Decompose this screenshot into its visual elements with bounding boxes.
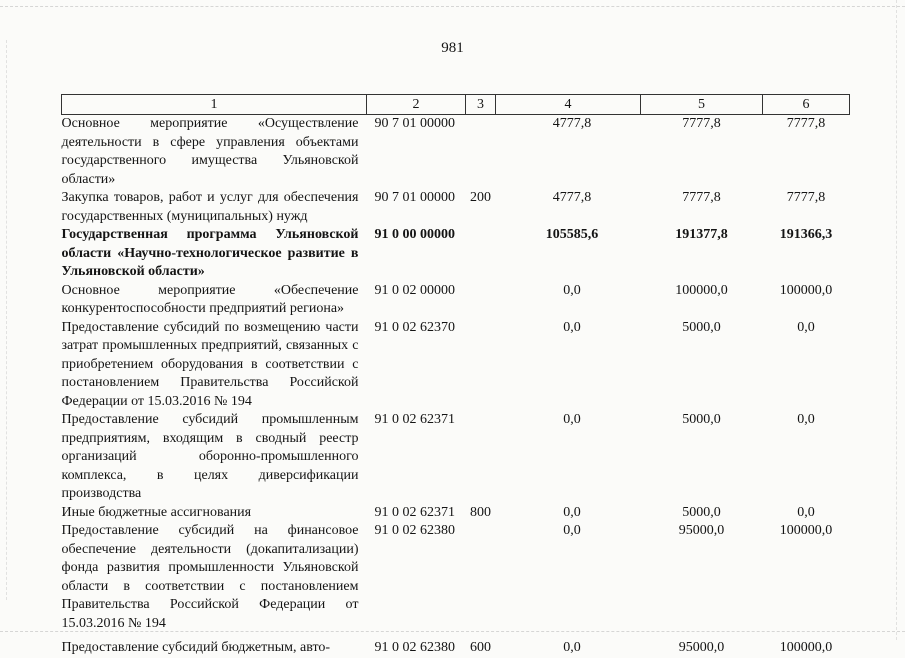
row-value-6: 7777,8 — [786, 116, 826, 131]
row-value-5: 5000,0 — [682, 412, 721, 427]
scan-edge-right — [896, 0, 898, 640]
row-value-5: 5000,0 — [682, 319, 721, 335]
row-target-code: 91 0 00 00000 — [374, 227, 455, 242]
row-name: Основное мероприятие «Обеспечение конкурентоспособности предприятий региона» — [61, 282, 359, 316]
row-value-6: 0,0 — [797, 319, 815, 335]
row-expense-type — [466, 522, 496, 633]
row-expense-type: 200 — [470, 190, 491, 205]
row-name: Предоставление субсидий промышленным предприятиям, входящим в сводный реестр организаций оборонно-промышленного комплекса, в целях диверсификации производства — [61, 412, 359, 501]
row-expense-type: 600 — [470, 640, 491, 655]
row-value-4: 0,0 — [563, 523, 581, 538]
row-value-5: 95000,0 — [678, 640, 725, 655]
row-expense-type — [466, 226, 496, 282]
table-row — [62, 189, 850, 226]
page-number: 981 — [441, 40, 464, 56]
table-row — [62, 282, 850, 319]
row-target-code: 90 7 01 00000 — [374, 190, 455, 205]
row-name: Закупка товаров, работ и услуг для обеспечения государственных (муниципальных) нужд — [61, 190, 359, 224]
table-row — [62, 633, 850, 658]
header-col-3: 3 — [466, 95, 496, 115]
row-value-6: 100000,0 — [779, 640, 833, 655]
row-value-4: 105585,6 — [545, 227, 599, 242]
row-name: Иные бюджетные ассигнования — [61, 504, 252, 520]
row-target-code: 91 0 02 62380 — [374, 523, 455, 538]
row-value-4: 0,0 — [563, 504, 581, 520]
row-name: Государственная программа Ульяновской области «Научно-технологическое развитие в Ульяновской области» — [61, 227, 359, 279]
row-value-4: 0,0 — [563, 282, 581, 298]
row-value-5: 5000,0 — [682, 504, 721, 520]
row-value-5: 100000,0 — [675, 282, 728, 298]
table-body — [62, 115, 850, 658]
row-value-4: 4777,8 — [552, 190, 592, 205]
table-row — [62, 226, 850, 282]
row-value-5: 7777,8 — [682, 116, 721, 131]
row-expense-type — [466, 319, 496, 412]
row-expense-type — [466, 282, 496, 319]
row-target-code: 91 0 02 00000 — [374, 282, 455, 298]
budget-table-container — [61, 94, 849, 658]
row-value-6: 100000,0 — [779, 282, 833, 298]
header-col-1: 1 — [62, 95, 367, 115]
row-expense-type — [466, 411, 496, 504]
row-value-6: 191366,3 — [779, 227, 833, 242]
header-row — [62, 95, 850, 115]
row-value-6: 0,0 — [797, 412, 815, 427]
table-row — [62, 319, 850, 412]
header-col-5: 5 — [641, 95, 763, 115]
table-row — [62, 411, 850, 504]
row-value-4: 0,0 — [563, 412, 581, 427]
table-header — [62, 95, 850, 115]
row-value-5: 95000,0 — [678, 523, 725, 538]
row-expense-type — [466, 115, 496, 190]
scan-edge-left — [6, 40, 8, 600]
header-col-6: 6 — [763, 95, 850, 115]
header-col-2: 2 — [367, 95, 466, 115]
table-row — [62, 522, 850, 633]
row-name: Предоставление субсидий бюджетным, авто- — [61, 640, 331, 655]
row-value-6: 7777,8 — [786, 190, 826, 205]
row-target-code: 91 0 02 62371 — [374, 412, 455, 427]
row-name: Предоставление субсидий на финансовое обеспечение деятельности (докапитализации) фонда развития промышленности Ульяновской области в соответствии с постановлением Правительства Российской Федерации от 15.03.2016 № 194 — [61, 523, 359, 631]
row-value-4: 0,0 — [563, 319, 581, 335]
row-name: Основное мероприятие «Осуществление деятельности в сфере управления объектами государственного имущества Ульяновской области» — [61, 116, 359, 187]
table-row — [62, 504, 850, 523]
row-target-code: 91 0 02 62380 — [374, 640, 455, 655]
row-value-4: 4777,8 — [552, 116, 592, 131]
scan-edge-top — [0, 6, 905, 9]
row-target-code: 91 0 02 62370 — [374, 319, 455, 335]
row-value-5: 191377,8 — [675, 227, 728, 242]
row-value-4: 0,0 — [563, 640, 581, 655]
header-col-4: 4 — [496, 95, 641, 115]
row-expense-type: 800 — [470, 504, 491, 520]
row-value-6: 100000,0 — [779, 523, 833, 538]
row-name: Предоставление субсидий по возмещению части затрат промышленных предприятий, связанных с приобретением оборудования в соответствии с постановлением Правительства Российской Федерации от 15.03.2016 № 194 — [61, 319, 359, 409]
row-value-5: 7777,8 — [682, 190, 721, 205]
budget-table — [61, 94, 850, 658]
row-target-code: 91 0 02 62371 — [374, 504, 455, 520]
row-target-code: 90 7 01 00000 — [374, 116, 455, 131]
table-row — [62, 115, 850, 190]
row-value-6: 0,0 — [797, 504, 815, 520]
